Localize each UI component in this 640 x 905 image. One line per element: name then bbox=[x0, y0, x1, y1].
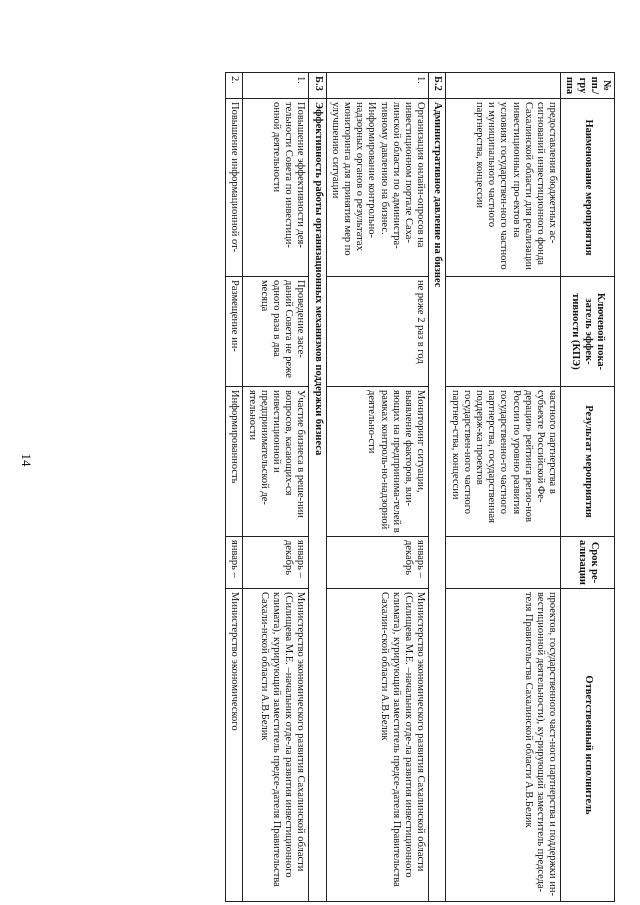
header-result: Результат мероприятия bbox=[561, 387, 615, 537]
table-row bbox=[446, 73, 561, 902]
measures-table bbox=[225, 72, 615, 902]
rotated-page-content bbox=[95, 72, 615, 902]
page-number: 14 bbox=[19, 453, 34, 467]
table-header-row bbox=[561, 73, 615, 902]
cell-responsible: Министерство экономического развития Сахалинской области (Силищева М.Е. –начальник отде-ла развития инвестиционного климата), курирующий заместитель предсе-дателя Правительства Сахалин-ской области А.В.Белик bbox=[326, 589, 429, 902]
cell-measure-name: Повышение информационной от- bbox=[226, 99, 243, 277]
cell-kpi bbox=[446, 277, 561, 387]
cell-result: частного партнерства в субъекте Российской Фе-дерации» рейтинга регио-нов России по уровню развития государственно-го частного партнерства, государственная поддерж-ка проектов государствен-ного частного партнер-ства, концессии bbox=[446, 387, 561, 537]
cell-result: Информированность bbox=[226, 387, 243, 537]
header-kpi: Ключевой пока-затель эффек-тивности (КПЭ) bbox=[561, 277, 615, 387]
cell-kpi: Размещение ин- bbox=[226, 277, 243, 387]
cell-responsible: проектов, государственного част-ного партнерства и поддержки ин-вестиционной деятельности), ку-рирующий заместитель председа-теля Правительства Сахалинской области А.В.Белик bbox=[446, 589, 561, 902]
cell-responsible: Министерство экономического развития Сахалинской области (Силищева М.Е. –начальник отде-ла развития инвестиционного климата), курирующий заместитель предсе-дателя Правительства Сахали-нской области А.В.Белик bbox=[243, 589, 309, 902]
section-row-b3 bbox=[309, 73, 326, 902]
header-number: № пп./ гру ппа bbox=[561, 73, 615, 99]
header-term: Срок ре-ализации bbox=[561, 537, 615, 589]
section-code: Б.2 bbox=[429, 73, 446, 99]
section-title: Эффективность работы организационных механизмов поддержки бизнеса bbox=[309, 99, 326, 902]
cell-term bbox=[446, 537, 561, 589]
cell-term: январь – декабрь bbox=[326, 537, 429, 589]
cell-result: Участие бизнеса в реше-нии вопросов, касающих-ся инвестиционной и предпринимательской де-ятельности bbox=[243, 387, 309, 537]
cell-number: 1. bbox=[243, 73, 309, 99]
section-title: Административное давление на бизнес bbox=[429, 99, 446, 902]
cell-measure-name: Повышение эффективности дея-тельности Совета по инвестици-онной деятельности bbox=[243, 99, 309, 277]
cell-kpi: не реже 2 раз в год bbox=[326, 277, 429, 387]
table-row bbox=[326, 73, 429, 902]
cell-number bbox=[446, 73, 561, 99]
cell-measure-name: предоставления бюджетных ас-сигнований инвестиционного фонда Сахалинской области для реализации инвестиционных про-ектов на условиях государствен-ного частного и муниципального частного партнерства, концессии bbox=[446, 99, 561, 277]
header-responsible: Ответственный исполнитель bbox=[561, 589, 615, 902]
table-row bbox=[226, 73, 243, 902]
cell-kpi: Проведение засе-даний Совета не реже одного раза в два месяца bbox=[243, 277, 309, 387]
cell-measure-name: Организация онлайн-опросов на инвестиционном портале Саха-линской области по администра-тивному давлению на бизнес. Информирование контрольно-надзорных органов о результатах мониторинга для принятия мер по улучшению ситуации bbox=[326, 99, 429, 277]
section-row-b2 bbox=[429, 73, 446, 902]
cell-term: январь – декабрь bbox=[243, 537, 309, 589]
header-measure-name: Наименование мероприятия bbox=[561, 99, 615, 277]
cell-number: 1. bbox=[326, 73, 429, 99]
cell-result: Мониторинг ситуации, выявление факторов, вли-яющих на предпринима-телей в рамках контроль-но-надзорной деятельно-сти bbox=[326, 387, 429, 537]
section-code: Б.3 bbox=[309, 73, 326, 99]
cell-number: 2. bbox=[226, 73, 243, 99]
cell-responsible: Министерство экономического bbox=[226, 589, 243, 902]
cell-term: январь – bbox=[226, 537, 243, 589]
table-row bbox=[243, 73, 309, 902]
